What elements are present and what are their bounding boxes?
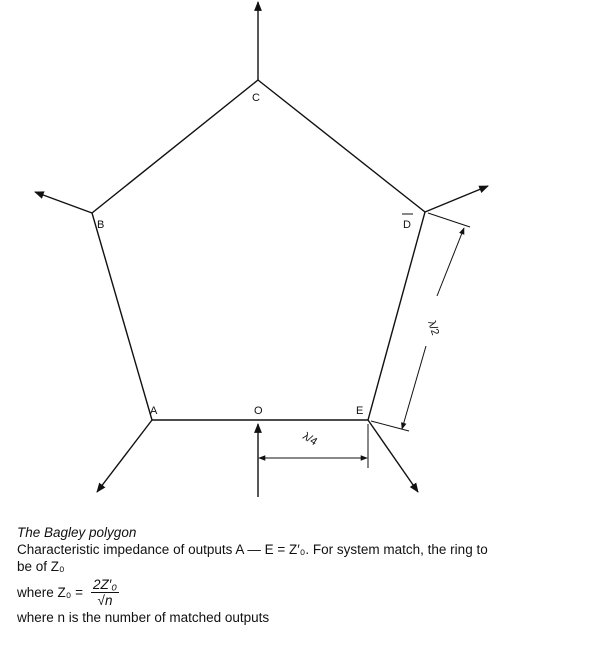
output-arm-b xyxy=(35,192,92,213)
output-arm-a xyxy=(97,420,152,492)
node-label-a: A xyxy=(150,405,158,417)
node-label-e: E xyxy=(356,405,364,417)
caption-line-4: where n is the number of matched outputs xyxy=(17,610,270,625)
half-wave-dimension xyxy=(371,213,470,431)
output-arm-e xyxy=(368,420,418,492)
figure-caption xyxy=(17,524,597,626)
node-label-c: C xyxy=(252,92,260,104)
quarter-wave-label: λ/4 xyxy=(300,430,320,449)
formula-denominator: √n xyxy=(97,592,113,608)
formula-prefix: where Z₀ = xyxy=(17,584,84,600)
formula-numerator: 2Z′₀ xyxy=(93,576,117,592)
half-wave-label: λ/2 xyxy=(425,319,442,337)
caption-line-1: Characteristic impedance of outputs A — E = Z′₀. For system match, the ring to xyxy=(17,542,488,557)
pentagon-ring xyxy=(92,80,425,420)
formula-fraction xyxy=(91,577,119,608)
output-arm-d xyxy=(425,186,488,212)
node-label-b: B xyxy=(97,219,105,231)
caption-formula xyxy=(17,575,597,609)
caption-line-2: be of Z₀ xyxy=(17,559,65,574)
caption-title: The Bagley polygon xyxy=(17,525,137,540)
node-label-d: D xyxy=(403,219,411,231)
node-label-o: O xyxy=(254,405,263,417)
